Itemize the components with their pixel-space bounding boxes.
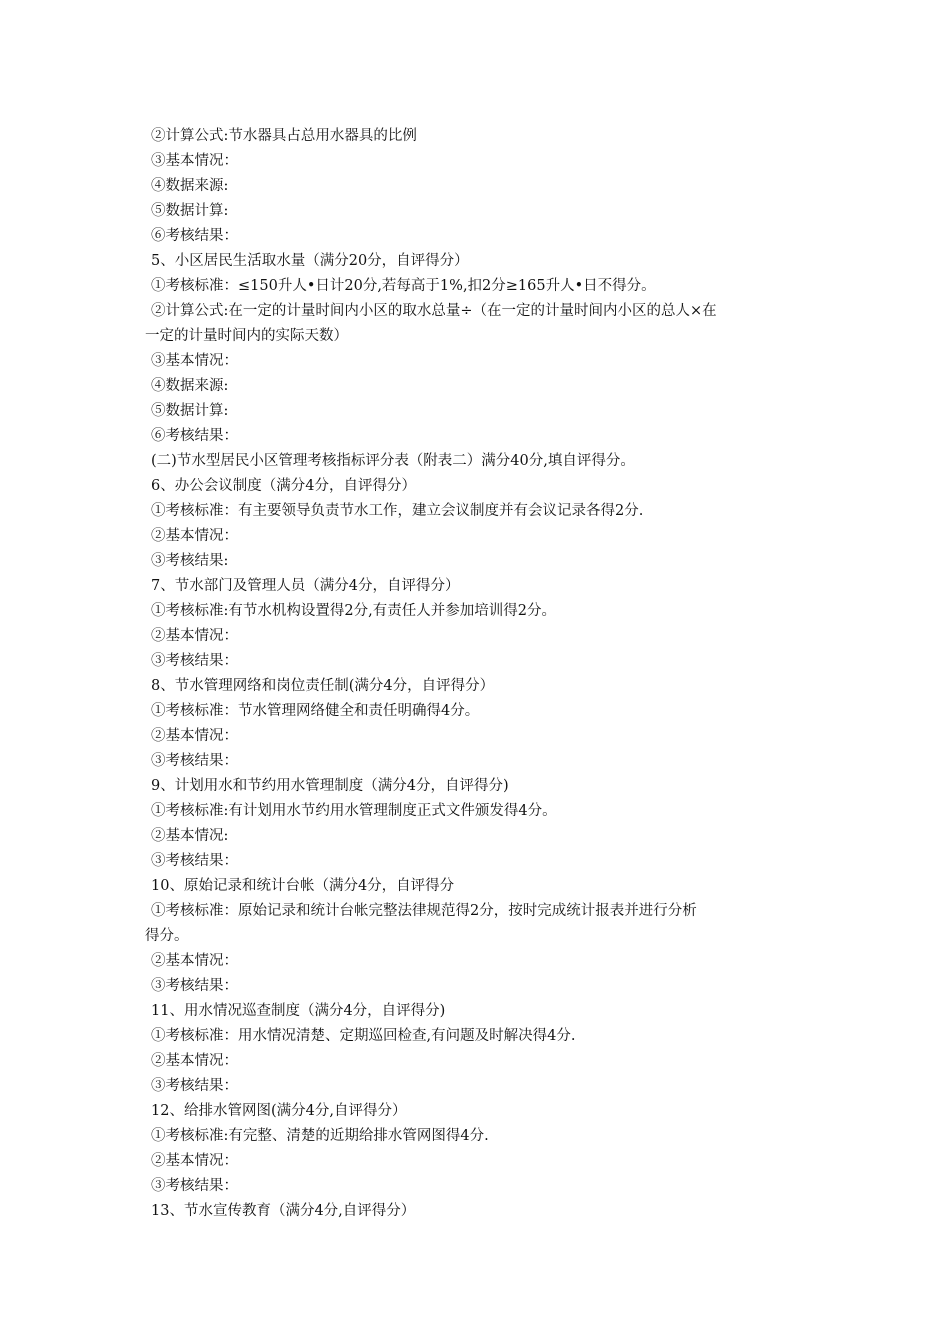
text-line: 9、计划用水和节约用水管理制度（满分4分，自评得分) (151, 778, 509, 794)
text-line: ①考核标准：原始记录和统计台帐完整法律规范得2分，按时完成统计报表并进行分析 (151, 903, 697, 919)
text-line: ④数据来源: (151, 178, 229, 194)
text-line: ②基本情况： (151, 728, 238, 744)
text-line: ⑤数据计算: (151, 403, 229, 419)
text-line: (二)节水型居民小区管理考核指标评分表（附表二）满分40分,填自评得分。 (151, 453, 635, 469)
text-line: ⑥考核结果： (151, 428, 238, 444)
text-line: ②基本情况： (151, 1153, 238, 1169)
text-line: ②基本情况： (151, 528, 238, 544)
text-line: 8、节水管理网络和岗位责任制(满分4分，自评得分） (151, 678, 495, 694)
text-line: ①考核标准：节水管理网络健全和责任明确得4分。 (151, 703, 480, 719)
text-line: ②基本情况： (151, 628, 238, 644)
text-line: ⑥考核结果： (151, 228, 238, 244)
text-line: ②基本情况： (151, 1053, 238, 1069)
text-line: ②计算公式:节水器具占总用水器具的比例 (151, 128, 417, 144)
text-line: ③考核结果： (151, 1178, 238, 1194)
text-line: ②计算公式:在一定的计量时间内小区的取水总量÷（在一定的计量时间内小区的总人×在 (151, 303, 717, 319)
text-line: ①考核标准：≤150升人•日计20分,若每高于1%,扣2分≥165升人•日不得分。 (151, 278, 656, 294)
text-line: 一定的计量时间内的实际天数） (145, 328, 348, 344)
text-line: ③考核结果： (151, 753, 238, 769)
text-line: 12、给排水管网图(满分4分,自评得分） (151, 1103, 407, 1119)
text-line: 13、节水宣传教育（满分4分,自评得分） (151, 1203, 416, 1219)
text-line: ②基本情况： (151, 953, 238, 969)
text-line: ③考核结果： (151, 978, 238, 994)
text-line: 10、原始记录和统计台帐（满分4分，自评得分 (151, 878, 455, 894)
text-line: 得分。 (145, 928, 189, 944)
text-line: ⑤数据计算: (151, 203, 229, 219)
text-line: 11、用水情况巡查制度（满分4分，自评得分) (151, 1003, 446, 1019)
text-line: ③考核结果： (151, 653, 238, 669)
text-line: ④数据来源: (151, 378, 229, 394)
text-line: ③基本情况： (151, 153, 238, 169)
text-line: ③考核结果: (151, 553, 229, 569)
text-line: ②基本情况: (151, 828, 229, 844)
text-line: ①考核标准:有完整、清楚的近期给排水管网图得4分. (151, 1128, 489, 1144)
text-line: ①考核标准:有节水机构设置得2分,有责任人并参加培训得2分。 (151, 603, 556, 619)
document-body (145, 124, 810, 1224)
text-line: 6、办公会议制度（满分4分，自评得分） (151, 478, 416, 494)
text-line: ③考核结果： (151, 853, 238, 869)
text-line: ①考核标准:有计划用水节约用水管理制度正式文件颁发得4分。 (151, 803, 557, 819)
text-line: 5、小区居民生活取水量（满分20分，自评得分） (151, 253, 469, 269)
text-line: ③考核结果： (151, 1078, 238, 1094)
text-line: ①考核标准：用水情况清楚、定期巡回检查,有问题及时解决得4分. (151, 1028, 576, 1044)
text-line: 7、节水部门及管理人员（满分4分，自评得分） (151, 578, 460, 594)
text-line: ③基本情况： (151, 353, 238, 369)
text-line: ①考核标准：有主要领导负责节水工作，建立会议制度并有会议记录各得2分. (151, 503, 644, 519)
